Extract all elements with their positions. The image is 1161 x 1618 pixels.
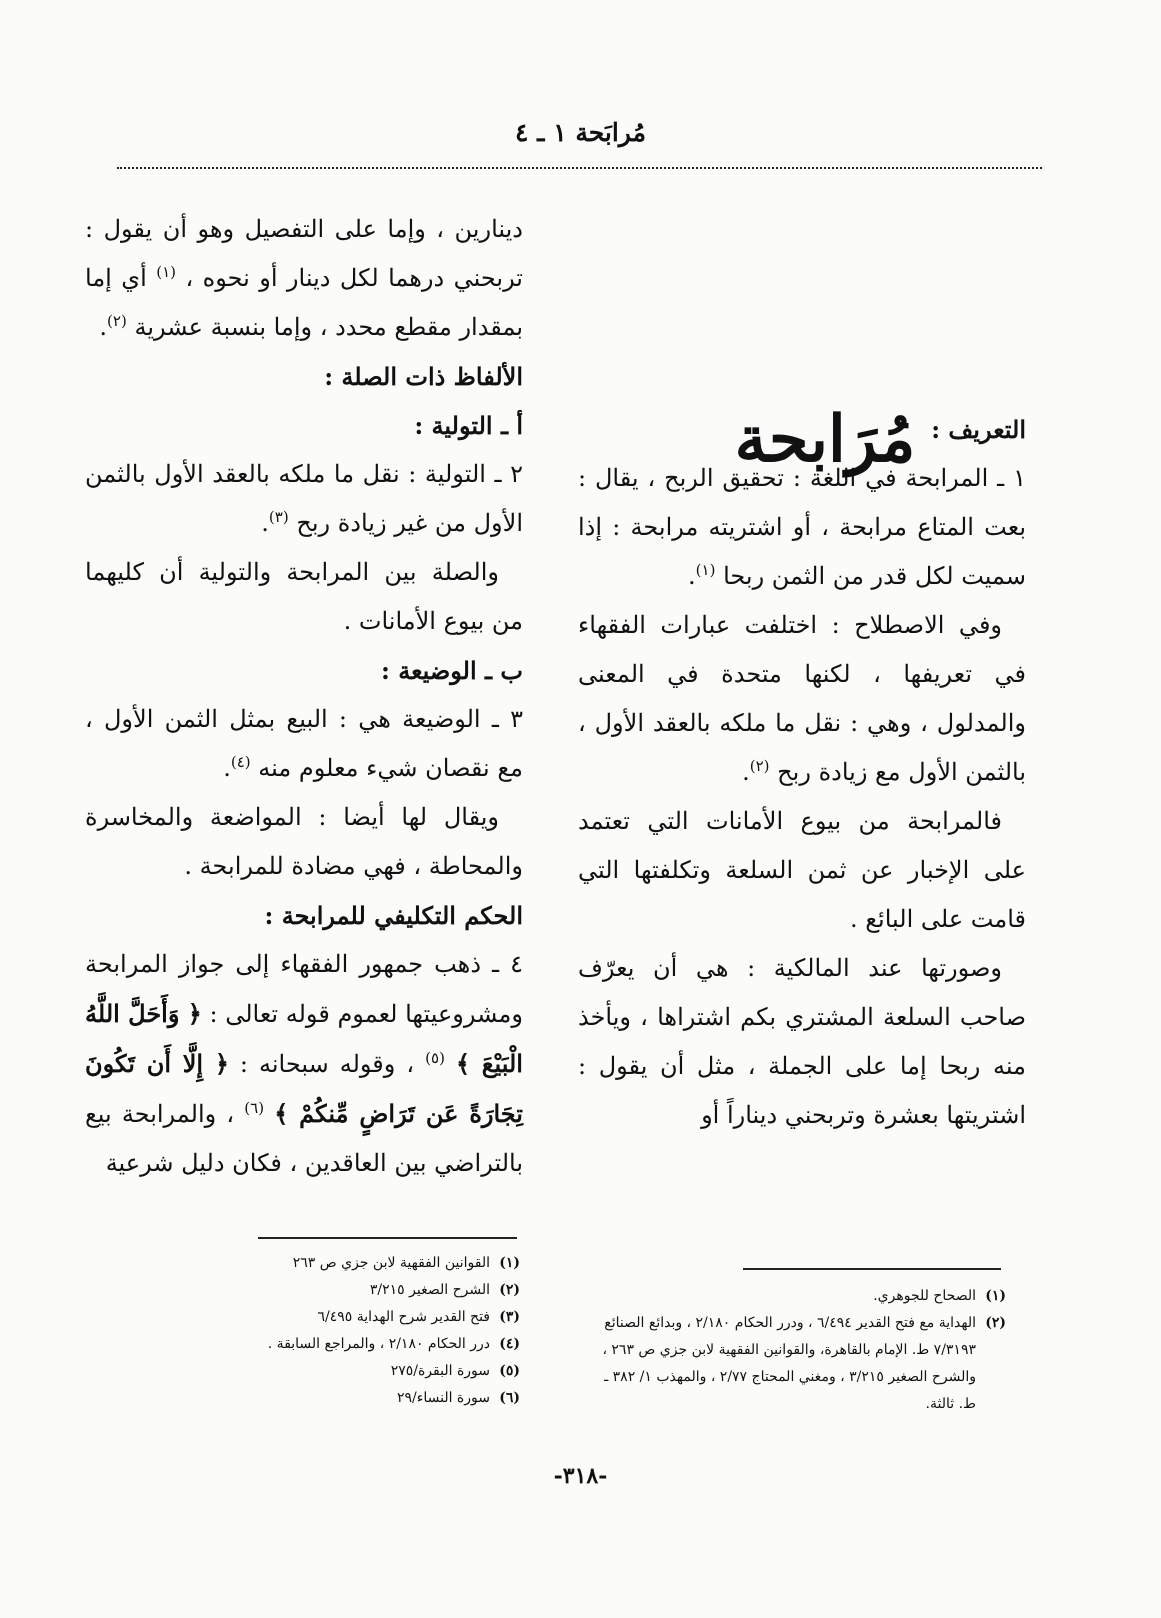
continued-text: دينارين ، وإما على التفصيل وهو أن يقول : تربحني درهما لكل دينار أو نحوه ، (85, 215, 523, 292)
footnote-number: (٢) (499, 1282, 520, 1298)
right-column (578, 405, 1026, 1140)
ruling-heading: الحكم التكليفي للمرابحة : (264, 901, 523, 930)
paragraph-3: فالمرابحة من بيوع الأمانات التي تعتمد على الإخبار عن ثمن السلعة وتكلفتها التي قامت على البائع . (578, 807, 1026, 933)
quran-verse-1: ﴿ وَأَحَلَّ اللَّهُ الْبَيْعَ ﴾ (85, 999, 523, 1078)
paragraph-relation: والصلة بين المرابحة والتولية أن كليهما من بيوع الأمانات . (85, 558, 523, 635)
footnote-item (210, 1304, 520, 1331)
footnote-item (210, 1331, 520, 1358)
page-number: -٣١٨- (553, 1463, 608, 1489)
related-terms-heading: الألفاظ ذات الصلة : (324, 362, 523, 391)
footnote-number: (٥) (499, 1363, 520, 1379)
paragraph-4: وصورتها عند المالكية : هي أن يعرّف صاحب السلعة المشتري بكم اشتراها ، ويأخذ منه ربحا إما على الجملة ، مثل أن يقول : اشتريتها بعشرة وتربحني ديناراً أو (578, 954, 1026, 1129)
footnote-number: (٤) (499, 1336, 520, 1352)
footnote-text: الهداية مع فتح القدير ٦/٤٩٤ ، ودرر الحكام ٢/١٨٠ ، وبدائع الصنائع ٧/٣١٩٣ ط. الإمام بالقاهرة، والقوانين الفقهية لابن جزي ص ٢٦٣ ، والشرح الصغير ٣/٢١٥ ، ومغني المحتاج ٢/٧٧ ، والمهذب ١/ ٣٨٢ ـ ط. ثالثة. (602, 1315, 976, 1412)
tawliya-text: ٢ ـ التولية : نقل ما ملكه بالعقد الأول بالثمن الأول من غير زيادة ربح (85, 460, 523, 537)
footnotes-right (596, 1283, 1006, 1418)
tawliya-heading: أ ـ التولية : (414, 411, 523, 440)
footnote-text: درر الحكام ٢/١٨٠ ، والمراجع السابقة . (267, 1336, 490, 1352)
footnote-ref: (٥) (425, 1049, 445, 1067)
entry-title: مُرَابحة (734, 402, 916, 477)
footnote-item (210, 1385, 520, 1412)
paragraph-2: وفي الاصطلاح : اختلفت عبارات الفقهاء في تعريفها ، لكنها متحدة في المعنى والمدلول ، وهي : نقل ما ملكه بالعقد الأول ، بالثمن الأول مع زيادة ربح $^{(٢)}$. (578, 611, 1026, 786)
footnote-ref: (١) (695, 561, 716, 579)
footnote-rule-right (743, 1268, 1001, 1270)
quran-verse-2: ﴿ إِلَّا أَن تَكُونَ تِجَارَةً عَن تَرَاضٍ مِّنكُمْ ﴾ (85, 1049, 523, 1128)
footnote-number: (٣) (499, 1309, 520, 1325)
footnote-ref: (٤) (230, 753, 251, 771)
wadia-heading: ب ـ الوضيعة : (381, 656, 523, 685)
footnote-item (210, 1358, 520, 1385)
paragraph-continued: دينارين ، وإما على التفصيل وهو أن يقول : تربحني درهما لكل دينار أو نحوه ، $^{(١)}$ أي إما بمقدار مقطع محدد ، وإما بنسبة عشرية $^{(٢)}$. (85, 215, 523, 341)
paragraph-synonyms: ويقال لها أيضا : المواضعة والمخاسرة والمحاطة ، فهي مضادة للمرابحة . (85, 803, 523, 880)
left-column (85, 205, 523, 1188)
definition-heading: التعريف : (931, 415, 1026, 444)
footnote-ref: (٦) (244, 1099, 265, 1117)
footnote-item (210, 1277, 520, 1304)
footnote-number: (١) (985, 1288, 1006, 1304)
footnote-text: الشرح الصغير ٣/٢١٥ (369, 1282, 490, 1298)
paragraph-1: ١ ـ المرابحة في اللغة : تحقيق الربح ، يقال : بعت المتاع مرابحة ، أو اشتريته مرابحة : إذا سميت لكل قدر من الثمن ربحا $^{(١)}$. (578, 464, 1026, 590)
paragraph-2-text: وفي الاصطلاح : اختلفت عبارات الفقهاء في تعريفها ، لكنها متحدة في المعنى والمدلول ، وهي : نقل ما ملكه بالعقد الأول ، بالثمن الأول مع زيادة ربح (578, 611, 1026, 786)
paragraph-ruling (85, 940, 523, 1188)
paragraph-tawliya: ٢ ـ التولية : نقل ما ملكه بالعقد الأول بالثمن الأول من غير زيادة ربح $^{(٣)}$. (85, 460, 523, 537)
footnote-ref: (٢) (749, 757, 770, 775)
header-dotted-rule (117, 167, 1042, 169)
footnote-text: سورة البقرة/٢٧٥ (390, 1363, 490, 1379)
footnote-ref: (٢) (107, 312, 127, 330)
footnote-text: فتح القدير شرح الهداية ٦/٤٩٥ (317, 1309, 490, 1325)
footnote-item (596, 1310, 1006, 1418)
footnote-ref: (٣) (268, 508, 289, 526)
continued-text-b: أي إما بمقدار مقطع محدد ، وإما بنسبة عشرية (85, 264, 523, 341)
paragraph-wadia: ٣ ـ الوضيعة هي : البيع بمثل الثمن الأول ، مع نقصان شيء معلوم منه $^{(٤)}$. (85, 705, 523, 782)
ruling-text-a: ٤ ـ ذهب جمهور الفقهاء إلى جواز المرابحة ومشروعيتها لعموم قوله تعالى : (85, 950, 523, 1028)
ruling-text-b: ، وقوله سبحانه : (239, 1050, 415, 1078)
footnote-number: (١) (499, 1255, 520, 1271)
footnote-text: القوانين الفقهية لابن جزي ص ٢٦٣ (292, 1255, 490, 1271)
running-header: مُرابَحة ١ ـ ٤ (515, 118, 646, 147)
footnote-number: (٦) (499, 1390, 520, 1406)
footnote-ref: (١) (156, 263, 176, 281)
ruling-text-c: ، والمرابحة بيع بالتراضي بين العاقدين ، فكان دليل شرعية (85, 1100, 523, 1177)
paragraph-1-text: ١ ـ المرابحة في اللغة : تحقيق الربح ، يقال : بعت المتاع مرابحة ، أو اشتريته مرابحة : إذا سميت لكل قدر من الثمن ربحا (578, 464, 1026, 590)
footnote-item (596, 1283, 1006, 1310)
footnote-text: الصحاح للجوهري. (873, 1288, 976, 1304)
footnote-number: (٢) (985, 1315, 1006, 1331)
footnote-text: سورة النساء/٢٩ (397, 1390, 490, 1406)
footnote-item (210, 1250, 520, 1277)
wadia-text: ٣ ـ الوضيعة هي : البيع بمثل الثمن الأول ، مع نقصان شيء معلوم منه (85, 705, 523, 782)
footnote-rule-left (258, 1237, 517, 1239)
footnotes-left (210, 1250, 520, 1412)
